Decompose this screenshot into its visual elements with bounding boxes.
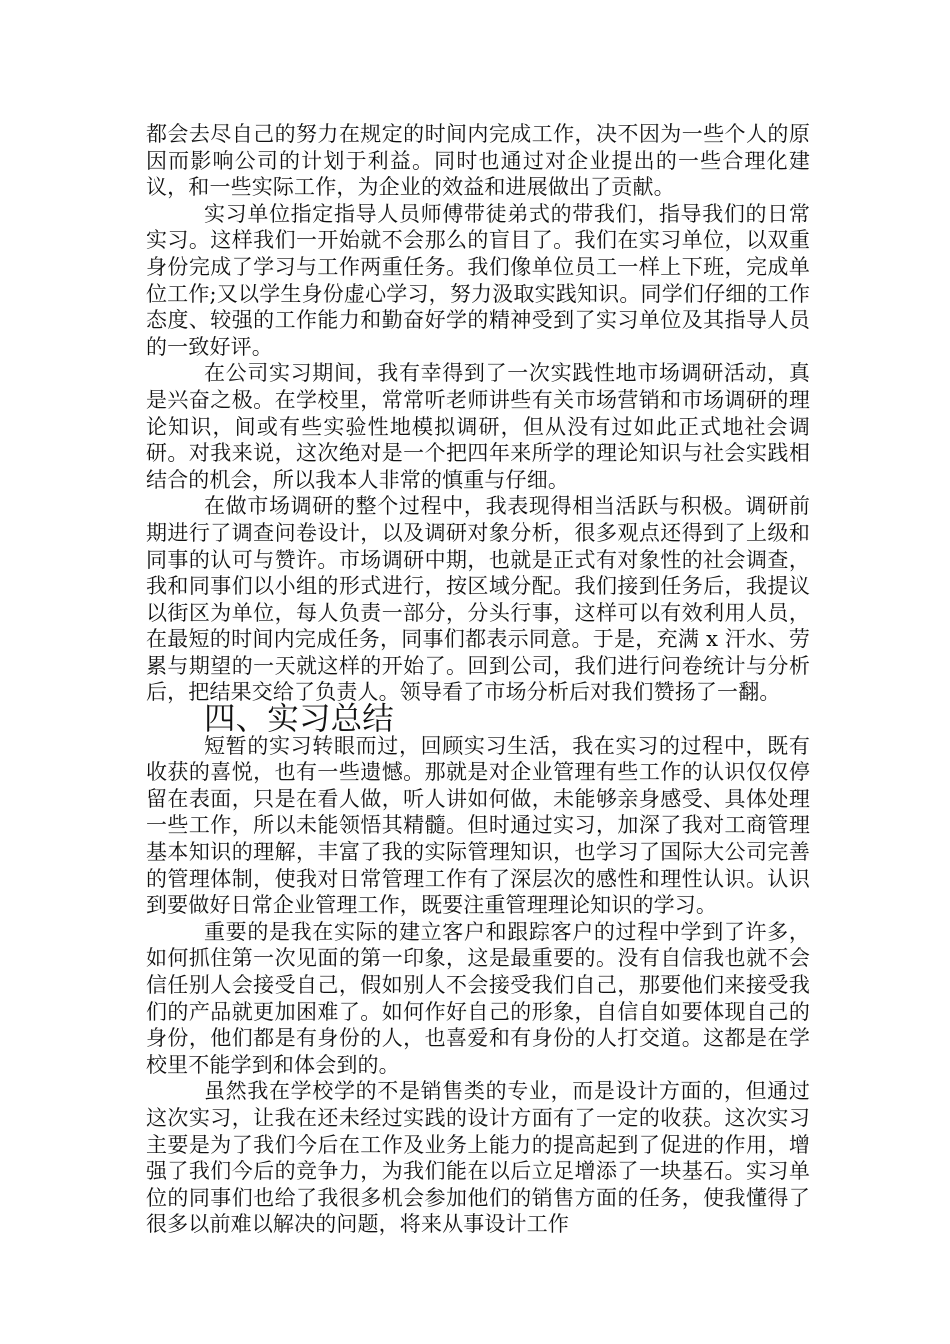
document-page — [146, 121, 810, 1238]
paragraph-mentor-guidance: 实习单位指定指导人员师傅带徒弟式的带我们，指导我们的日常实习。这样我们一开始就不会那么的盲目了。我们在实习单位，以双重身份完成了学习与工作两重任务。我们像单位员工一样上下班，完成单位工作;又以学生身份虚心学习，努力汲取实践知识。同学们仔细的工作态度、较强的工作能力和勤奋好学的精神受到了实习单位及其指导人员的一致好评。 — [146, 201, 810, 359]
paragraph-summary-design-gains: 虽然我在学校学的不是销售类的专业，而是设计方面的，但通过这次实习，让我在还未经过实践的设计方面有了一定的收获。这次实习主要是为了我们今后在工作及业务上能力的提高起到了促进的作用，增强了我们今后的竞争力，为我们能在以后立足增添了一块基石。实习单位的同事们也给了我很多机会参加他们的销售方面的任务，使我懂得了很多以前难以解决的问题，将来从事设计工作 — [146, 1079, 810, 1237]
paragraph-summary-reflection: 短暂的实习转眼而过，回顾实习生活，我在实习的过程中，既有收获的喜悦，也有一些遗憾。那就是对企业管理有些工作的认识仅仅停留在表面，只是在看人做，听人讲如何做，未能够亲身感受、具体处理一些工作，所以未能领悟其精髓。但时通过实习，加深了我对工商管理基本知识的理解，丰富了我的实际管理知识，也学习了国际大公司完善的管理体制，使我对日常管理工作有了深层次的感性和理性认识。认识到要做好日常企业管理工作，既要注重管理理论知识的学习。 — [146, 733, 810, 918]
paragraph-market-research-process: 在做市场调研的整个过程中，我表现得相当活跃与积极。调研前期进行了调查问卷设计，以及调研对象分析，很多观点还得到了上级和同事的认可与赞许。市场调研中期，也就是正式有对象性的社会调查，我和同事们以小组的形式进行，按区域分配。我们接到任务后，我提议以街区为单位，每人负责一部分，分头行事，这样可以有效利用人员，在最短的时间内完成任务，同事们都表示同意。于是，充满 x 汗水、劳累与期望的一天就这样的开始了。回到公司，我们进行问卷统计与分析后，把结果交给了负责人。领导看了市场分析后对我们赞扬了一翻。 — [146, 494, 810, 705]
paragraph-summary-customers: 重要的是我在实际的建立客户和跟踪客户的过程中学到了许多，如何抓住第一次见面的第一印象，这是最重要的。没有自信我也就不会信任别人会接受自己，假如别人不会接受我们自己，那要他们来接受我们的产品就更加困难了。如何作好自己的形象，自信自如要体现自己的身份，他们都是有身份的人，也喜爱和有身份的人打交道。这都是在学校里不能学到和体会到的。 — [146, 919, 810, 1077]
section-heading-internship-summary: 四、实习总结 — [204, 701, 394, 738]
paragraph-work-effort: 都会去尽自己的努力在规定的时间内完成工作，决不因为一些个人的原因而影响公司的计划于利益。同时也通过对企业提出的一些合理化建议，和一些实际工作，为企业的效益和进展做出了贡献。 — [146, 122, 810, 200]
paragraph-market-research-opportunity: 在公司实习期间，我有幸得到了一次实践性地市场调研活动，真是兴奋之极。在学校里，常常听老师讲些有关市场营销和市场调研的理论知识，间或有些实验性地模拟调研，但从没有过如此正式地社会调研。对我来说，这次绝对是一个把四年来所学的理论知识与社会实践相结合的机会，所以我本人非常的慎重与仔细。 — [146, 361, 810, 492]
